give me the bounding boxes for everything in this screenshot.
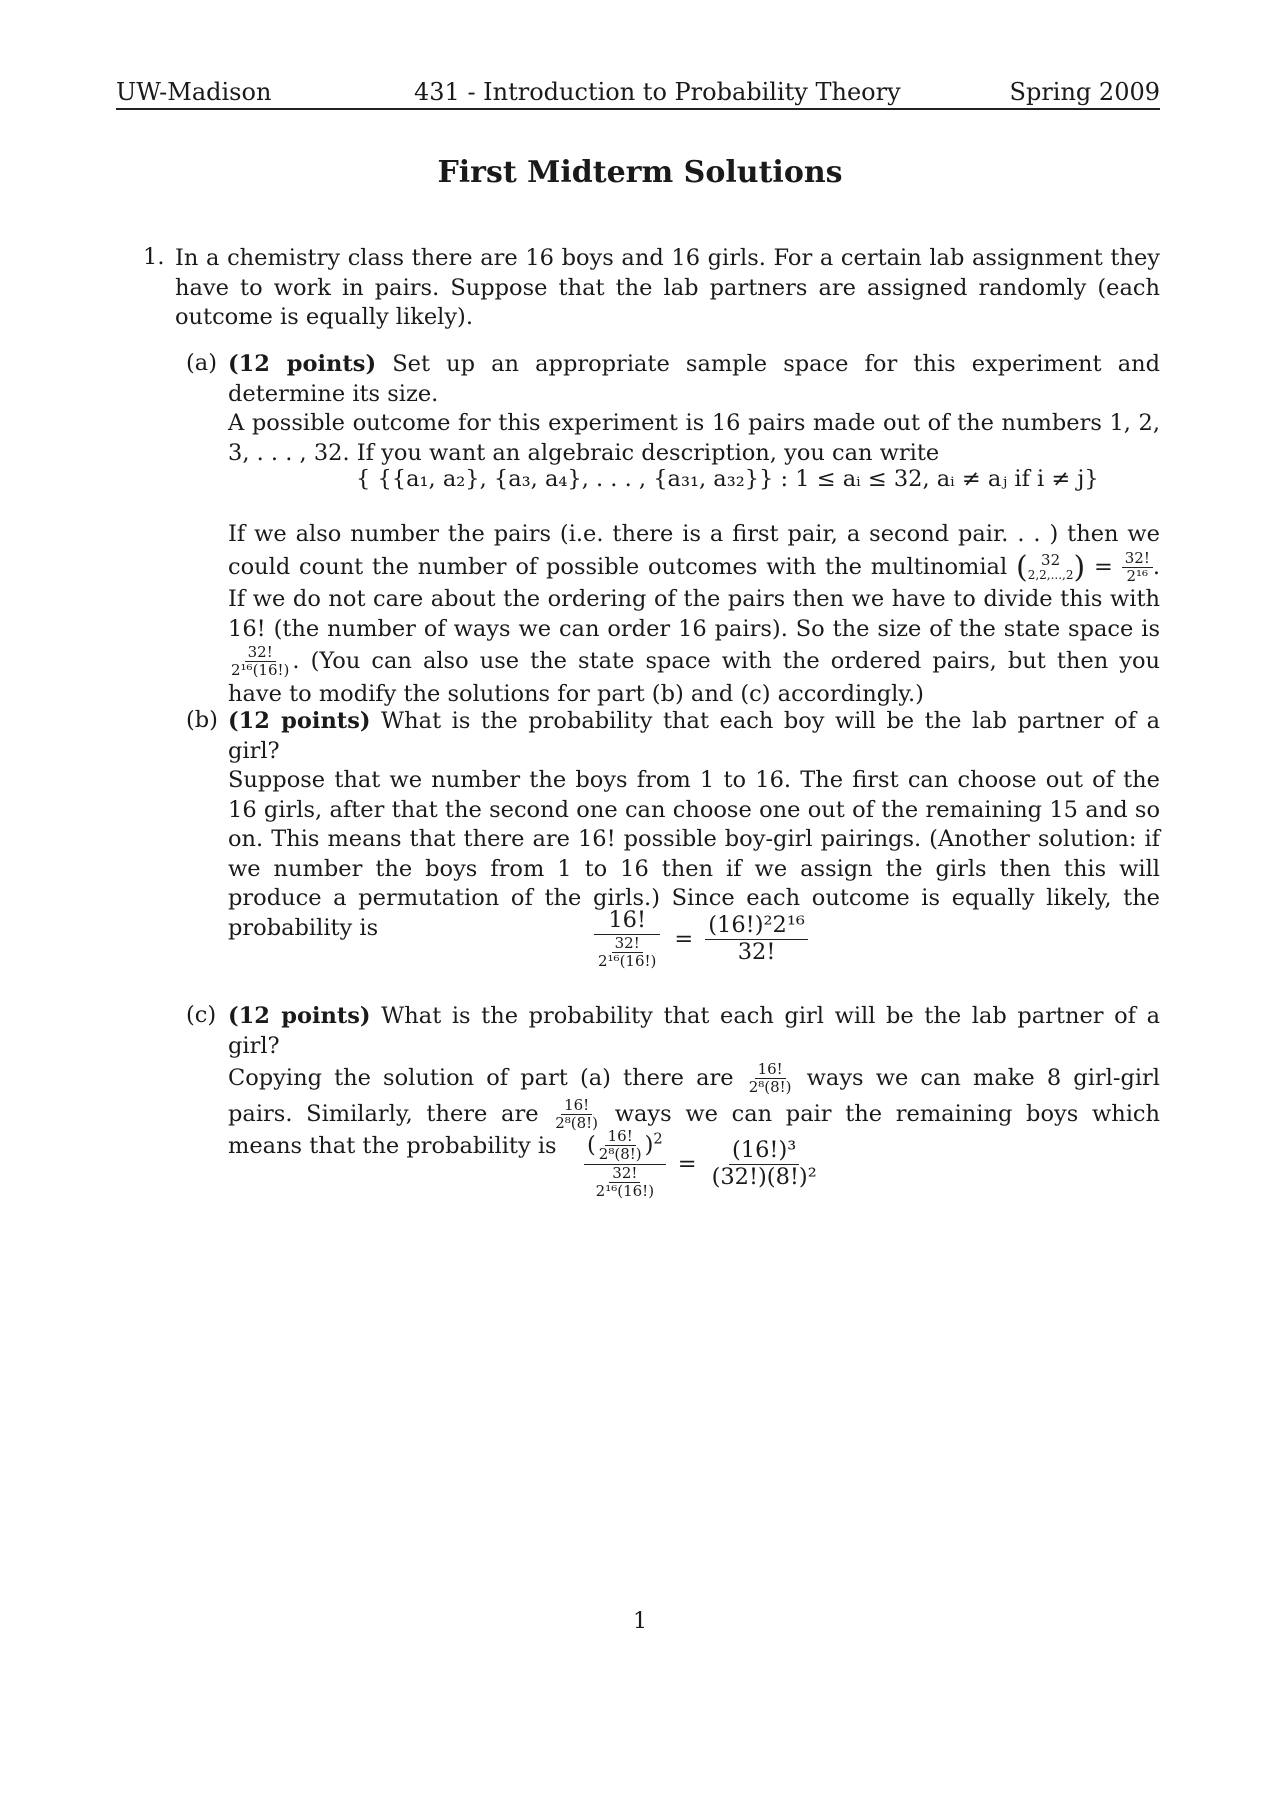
fraction-numerator: 16! (561, 1097, 592, 1115)
header-course-title: 431 - Introduction to Probability Theory (414, 78, 901, 106)
part-b-lhs-fraction (592, 908, 662, 970)
problem-number: 1. (143, 244, 165, 270)
fraction-denominator: 2¹⁶(16!) (595, 1181, 655, 1200)
part-b-rhs-fraction (705, 913, 808, 966)
fraction-denominator: 2¹⁶ (1126, 566, 1149, 585)
part-c-answer-3: there are (426, 1100, 539, 1127)
fraction-32-over-2-16 (1122, 550, 1153, 586)
part-b-label: (b) (186, 707, 218, 733)
part-b-question: What is the probability that each boy will be the lab partner of a girl? (228, 708, 1160, 764)
part-a-question: Set up an appropriate sample space for this experiment and determine its size. (228, 351, 1161, 407)
sample-space-formula: { {{a₁, a₂}, {a₃, a₄}, . . . , {a₃₁, a₃₂}} : 1 ≤ aᵢ ≤ 32, aᵢ ≠ aⱼ if i ≠ j} (356, 466, 1099, 492)
part-a-body (228, 350, 1160, 468)
header-course-institution: UW-Madison (116, 78, 272, 106)
fraction-denominator: 2⁸(8!) (555, 1113, 599, 1132)
fraction-numerator: 16! (605, 1128, 636, 1146)
part-a-answer-2a: If we also number the pairs (i.e. there is a first pair, a second pair. . . ) then we could count the number of possible outcomes with the multinomial (228, 521, 1160, 580)
header-term: Spring 2009 (1009, 78, 1160, 106)
fraction-numerator: (16!)³ (729, 1138, 799, 1165)
page-title: First Midterm Solutions (437, 155, 843, 190)
girl-pairs-fraction (746, 1061, 795, 1097)
fraction-denominator (590, 1165, 660, 1201)
fraction-denominator: 2⁸(8!) (748, 1078, 792, 1097)
nested-fraction (593, 1165, 657, 1201)
fraction-numerator: 16! (594, 908, 660, 935)
state-space-size-fraction (228, 644, 292, 680)
fraction-denominator (592, 935, 662, 971)
part-c-question: What is the probability that each girl will be the lab partner of a girl? (228, 1003, 1160, 1059)
boy-pairs-fraction (552, 1097, 601, 1133)
part-b-answer: Suppose that we number the boys from 1 to 16. The first can choose out of the 16 girls, after that the second one can choose one out of the remaining 15 and so on. This means that there are 16! possible boy-girl pairings. (Another solution: if we number the boys from 1 to 16 then if we assign the girls then this will produce a permutation of the girls.) Since each outcome is equally likely, the probability is (228, 767, 1160, 941)
part-b-points: (12 points) (228, 708, 371, 734)
fraction-numerator: 32! (612, 935, 643, 953)
part-c-probability-formula (584, 1128, 820, 1200)
fraction-numerator: ( $\frac{16!}{\text{2⁸(8!)}}$ )$^2$ (584, 1128, 666, 1165)
part-c-answer-4: ways we can pair the remaining boys which means that the probability is (228, 1100, 1160, 1159)
part-a-answer-2b: . If we do not care about the ordering of the pairs then we have to divide this with 16! (the number of ways we can order 16 pairs). So the size of the state space is (228, 553, 1161, 642)
part-c-answer-1: Copying the solution of part (a) there are (228, 1064, 734, 1091)
header-rule (116, 108, 1160, 110)
fraction-denominator: 2¹⁶(16!) (231, 661, 290, 680)
fraction-numerator: 32! (609, 1165, 640, 1183)
part-b-probability-formula (592, 908, 808, 970)
eq-sign-a: = (1094, 553, 1113, 580)
part-c-answer-2: ways we can make 8 girl-girl pairs. Similarly, (228, 1064, 1160, 1127)
fraction-numerator: 16! (755, 1061, 786, 1079)
fraction-numerator: 32! (245, 644, 276, 662)
part-a-answer-2c: . (You can also use the state space with the ordered pairs, but then you have to modify the solutions for part (b) and (c) accordingly.) (228, 647, 1160, 707)
eq-sign-b: = (674, 926, 694, 953)
multinomial-coefficient: ( 32 2,2,...,2 ) (1015, 549, 1086, 585)
fraction-numerator: (16!)²2¹⁶ (705, 913, 808, 940)
multinomial-top: 32 (1041, 551, 1061, 570)
part-c-lhs-fraction (584, 1128, 666, 1200)
fraction-denominator: 2¹⁶(16!) (598, 952, 657, 971)
part-a-label: (a) (186, 350, 217, 376)
part-c-label: (c) (186, 1002, 217, 1028)
fraction-denominator: (32!)(8!)² (711, 1163, 817, 1190)
part-a-answer-2 (228, 520, 1160, 709)
inner-fraction (596, 1128, 645, 1164)
part-c-rhs-fraction (709, 1138, 820, 1191)
part-a-answer-1: A possible outcome for this experiment is 16 pairs made out of the numbers 1, 2, 3, . . . , 32. If you want an algebraic description, you can write (228, 410, 1160, 466)
fraction-numerator: 32! (1122, 550, 1153, 568)
part-c-points: (12 points) (228, 1003, 371, 1029)
page-number: 1 (632, 1608, 648, 1634)
problem-statement: In a chemistry class there are 16 boys and 16 girls. For a certain lab assignment they have to work in pairs. Suppose that the lab partners are assigned randomly (each outcome is equally likely). (175, 245, 1160, 330)
eq-sign-c: = (677, 1151, 697, 1177)
multinomial-bottom: 2,2,...,2 (1027, 567, 1074, 582)
power-exponent: 2 (653, 1130, 663, 1148)
fraction-denominator: 32! (737, 938, 776, 965)
nested-fraction (595, 935, 659, 971)
part-a-points: (12 points) (228, 351, 377, 377)
fraction-denominator: 2⁸(8!) (598, 1145, 642, 1164)
